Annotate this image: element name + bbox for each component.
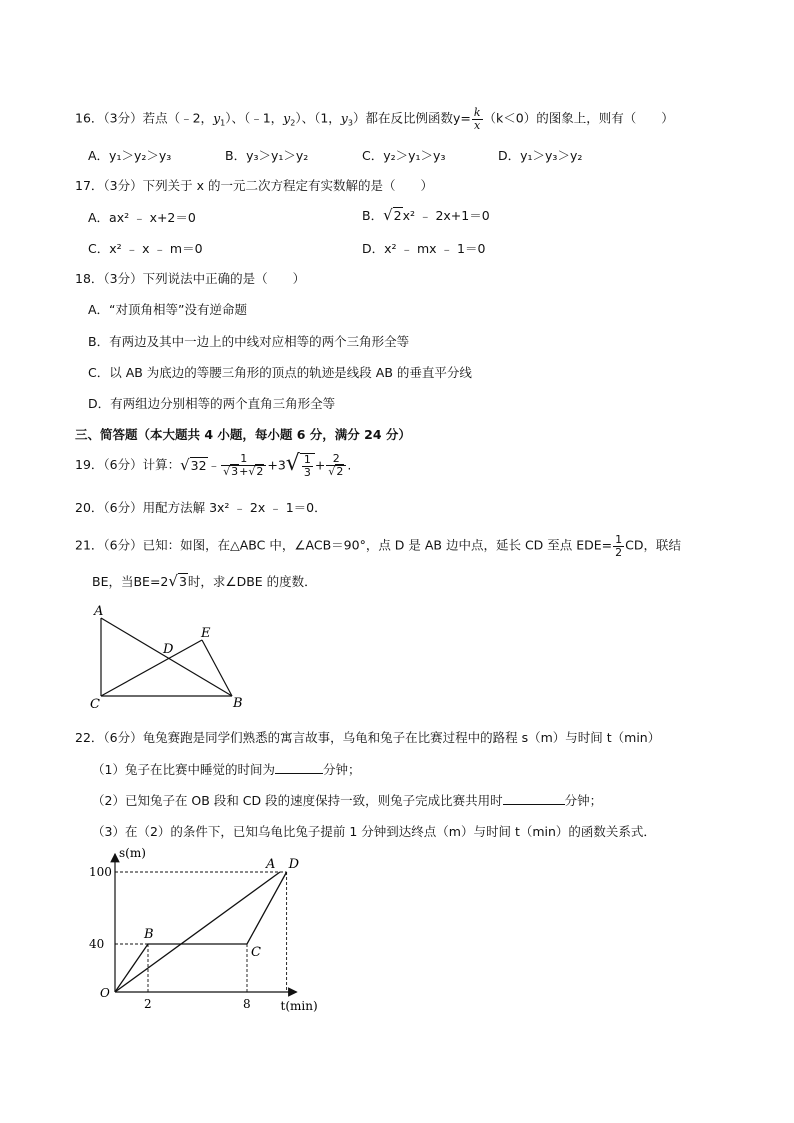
- point-label-b: B: [144, 927, 154, 942]
- q22-part-2: （2）已知兔子在 OB 段和 CD 段的速度保持一致，则兔子完成比赛共用时 分钟；: [92, 793, 603, 808]
- label-e: E: [201, 626, 211, 641]
- q21-triangle-figure: [85, 600, 255, 712]
- point-label-a: A: [266, 857, 276, 872]
- label-d: D: [163, 642, 174, 657]
- section-3-title: 三、简答题（本大题共 4 小题，每小题 6 分，满分 24 分）: [75, 427, 411, 442]
- q22-answer-blank-1[interactable]: [275, 773, 323, 774]
- q17-stem: 17．（3分）下列关于 x 的一元二次方程定有实数解的是（ ）: [75, 178, 433, 193]
- q17-option-d: D．x² ﹣ mx ﹣ 1＝0: [362, 241, 486, 256]
- q19-fraction-3: $\frac{2}{√2}$: [326, 453, 346, 477]
- q22-part-3: （3）在（2）的条件下，已知乌龟比兔子提前 1 分钟到达终点（m）与时间 t（min）的函数关系式．: [92, 824, 656, 839]
- q18-option-a: A．“对顶角相等”没有逆命题: [88, 302, 248, 317]
- y-tick-label-40: 40: [89, 937, 105, 951]
- race-chart: [85, 840, 330, 1015]
- q17-option-b: B．√2x² ﹣ 2x+1＝0: [362, 206, 490, 224]
- q17-option-a: A．ax² ﹣ x+2＝0: [88, 210, 196, 225]
- q21-line-2: BE，当BE=2√3时，求∠DBE 的度数．: [92, 572, 317, 590]
- q16-fraction: $\frac{k}{x}$: [473, 106, 481, 132]
- tortoise-line: [115, 872, 280, 992]
- x-axis-label: t(min): [280, 999, 318, 1013]
- point-label-c: C: [251, 945, 261, 960]
- segment-ab: [101, 618, 232, 696]
- origin-label: O: [100, 986, 110, 1000]
- q22-answer-blank-2[interactable]: [503, 804, 565, 805]
- q16-stem: 16．（3分）若点（﹣2，$y_1$）、（﹣1，$y_2$）、（1，$y_3$）都在反比例函数y= $\frac{k}{x}$ （k＜0）的图象上，则有（ ）: [75, 106, 674, 132]
- q19-sqrt-fraction: √ $\frac{1}{3}$: [286, 452, 315, 479]
- q18-option-d: D．有两组边分别相等的两个直角三角形全等: [88, 396, 336, 411]
- y-tick-label-100: 100: [89, 865, 112, 879]
- q18-option-b: B．有两边及其中一边上的中线对应相等的两个三角形全等: [88, 334, 410, 349]
- label-c: C: [90, 697, 100, 712]
- q16-option-d: D．y₁＞y₃＞y₂: [498, 148, 583, 163]
- q19-expression: 19．（6分）计算：√32﹣ $\frac{1}{√3+√2}$ +3√ $\frac{1}{3}$ + $\frac{2}{√2}$ .: [75, 451, 352, 479]
- q18-stem: 18．（3分）下列说法中正确的是（ ）: [75, 271, 306, 286]
- label-a: A: [94, 604, 104, 619]
- point-label-d: D: [288, 857, 300, 872]
- q22-stem: 22．（6分）龟兔赛跑是同学们熟悉的寓言故事，乌龟和兔子在比赛过程中的路程 s（m）与时间 t（min）: [75, 730, 661, 745]
- y-axis-label: s(m): [119, 846, 146, 860]
- q21-line-1: 21．（6分）已知：如图，在△ABC 中，∠ACB＝90°，点 D 是 AB 边中点，延长 CD 至点 EDE= $\frac{1}{2}$ CD，联结: [75, 533, 682, 559]
- q16-option-c: C．y₂＞y₁＞y₃: [362, 148, 446, 163]
- x-tick-label-2: 2: [144, 997, 152, 1011]
- q16-option-b: B．y₃＞y₁＞y₂: [225, 148, 309, 163]
- q16-option-a: A．y₁＞y₂＞y₃: [88, 148, 172, 163]
- q22-part-1: （1）兔子在比赛中睡觉的时间为 分钟；: [92, 762, 361, 777]
- label-b: B: [233, 696, 243, 711]
- q18-option-c: C．以 AB 为底边的等腰三角形的顶点的轨迹是线段 AB 的垂直平分线: [88, 365, 472, 380]
- q20-stem: 20．（6分）用配方法解 3x² ﹣ 2x ﹣ 1＝0．: [75, 500, 327, 515]
- q19-fraction-1: $\frac{1}{√3+√2}$: [221, 453, 266, 477]
- x-tick-label-8: 8: [243, 997, 251, 1011]
- q17-option-c: C．x² ﹣ x ﹣ m＝0: [88, 241, 203, 256]
